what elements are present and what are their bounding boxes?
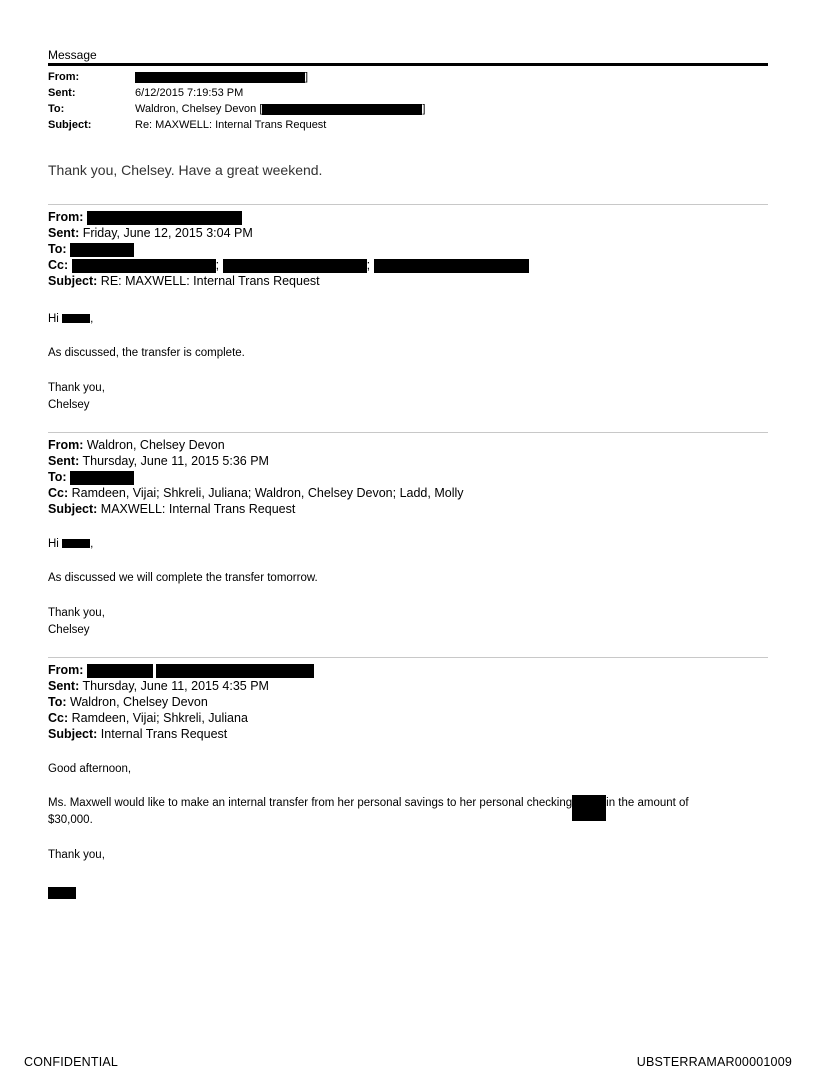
- separator: [48, 657, 768, 658]
- email1-sent-value: Friday, June 12, 2015 3:04 PM: [82, 226, 253, 240]
- email2-cc-row: [48, 485, 768, 501]
- email1-sent-row: [48, 225, 768, 241]
- redaction-block: [374, 259, 529, 273]
- email1-greeting: Hi ,: [48, 313, 94, 325]
- email2-to-label: To:: [48, 470, 67, 484]
- email3-to-row: [48, 694, 768, 710]
- redaction-block: [262, 104, 422, 115]
- email1-header: [48, 209, 768, 289]
- email2-subject-row: [48, 501, 768, 517]
- header-to-value: Waldron, Chelsey Devon [ ]: [135, 103, 426, 115]
- email1-subject-label: Subject:: [48, 274, 98, 288]
- email3-body-line2: $30,000.: [48, 814, 93, 826]
- email1-signature: Chelsey: [48, 399, 90, 411]
- header-from-value: ]: [135, 69, 308, 85]
- email2-from-value: Waldron, Chelsey Devon: [86, 438, 225, 452]
- email1-subject-value: RE: MAXWELL: Internal Trans Request: [100, 274, 320, 288]
- email2-to-row: [48, 469, 768, 485]
- email1-to-label: To:: [48, 242, 67, 256]
- email1-cc-label: Cc:: [48, 258, 69, 272]
- email3-cc-value: Ramdeen, Vijai; Shkreli, Juliana: [71, 711, 248, 725]
- email2-header: [48, 437, 768, 517]
- email3-sent-row: [48, 678, 768, 694]
- email2-greeting-text: Hi: [48, 538, 59, 550]
- email3-greeting: Good afternoon,: [48, 763, 132, 775]
- footer-confidential: CONFIDENTIAL: [24, 1055, 119, 1069]
- redaction-block: [72, 259, 216, 273]
- redaction-block: [87, 664, 153, 678]
- redaction-block: [70, 471, 134, 485]
- email1-subject-row: [48, 273, 768, 289]
- email3-to-label: To:: [48, 695, 67, 709]
- email3-body-part2: in the amount of: [606, 797, 689, 809]
- email2-greeting: Hi ,: [48, 538, 94, 550]
- header-subject-value: Re: MAXWELL: Internal Trans Request: [135, 119, 327, 131]
- email2-sent-row: [48, 453, 768, 469]
- email1-cc-row: Cc: ; ;: [48, 257, 768, 273]
- email3-from-label: From:: [48, 663, 84, 677]
- email2-from-label: From:: [48, 438, 84, 452]
- email3-sent-label: Sent:: [48, 679, 80, 693]
- email2-sent-value: Thursday, June 11, 2015 5:36 PM: [82, 454, 269, 468]
- separator: [48, 432, 768, 433]
- email3-body-part1: Ms. Maxwell would like to make an internal transfer from her personal savings to her personal checking: [48, 797, 573, 809]
- message-label: Message: [48, 48, 97, 62]
- redaction-block: [48, 887, 76, 899]
- email3-signature: [48, 884, 76, 902]
- email3-sent-value: Thursday, June 11, 2015 4:35 PM: [82, 679, 269, 693]
- email2-body: As discussed we will complete the transfer tomorrow.: [48, 572, 318, 584]
- email3-signoff: Thank you,: [48, 849, 105, 861]
- email3-header: [48, 662, 768, 742]
- email2-cc-label: Cc:: [48, 486, 69, 500]
- email3-from-row: [48, 662, 768, 678]
- email1-to-row: [48, 241, 768, 257]
- reply-text: Thank you, Chelsey. Have a great weekend.: [48, 162, 323, 178]
- email3-subject-value: Internal Trans Request: [100, 727, 228, 741]
- email2-signoff: Thank you,: [48, 607, 105, 619]
- email2-subject-value: MAXWELL: Internal Trans Request: [100, 502, 296, 516]
- email3-subject-row: [48, 726, 768, 742]
- separator: [48, 204, 768, 205]
- email2-subject-label: Subject:: [48, 502, 98, 516]
- header-rule: [48, 63, 768, 66]
- header-from-label: From:: [48, 71, 80, 83]
- email2-sent-label: Sent:: [48, 454, 80, 468]
- header-to-label: To:: [48, 103, 65, 115]
- header-subject-label: Subject:: [48, 119, 92, 131]
- redaction-block: [70, 243, 134, 257]
- email3-to-value: Waldron, Chelsey Devon: [70, 695, 208, 709]
- redaction-block: [62, 314, 90, 323]
- email1-signoff: Thank you,: [48, 382, 105, 394]
- redaction-block: [156, 664, 314, 678]
- email2-from-row: [48, 437, 768, 453]
- email2-cc-value: Ramdeen, Vijai; Shkreli, Juliana; Waldron, Chelsey Devon; Ladd, Molly: [71, 486, 464, 500]
- email3-cc-label: Cc:: [48, 711, 69, 725]
- email1-from-row: [48, 209, 768, 225]
- email1-greeting-text: Hi: [48, 313, 59, 325]
- redaction-block: [87, 211, 242, 225]
- header-to-name: Waldron, Chelsey Devon [: [135, 103, 263, 115]
- email3-subject-label: Subject:: [48, 727, 98, 741]
- redaction-block: [223, 259, 367, 273]
- footer-bates-number: UBSTERRAMAR00001009: [636, 1055, 792, 1069]
- email2-signature: Chelsey: [48, 624, 90, 636]
- email1-sent-label: Sent:: [48, 226, 80, 240]
- header-sent-value: 6/12/2015 7:19:53 PM: [135, 87, 244, 99]
- header-sent-label: Sent:: [48, 87, 76, 99]
- email3-cc-row: [48, 710, 768, 726]
- email1-body: As discussed, the transfer is complete.: [48, 347, 245, 359]
- email1-from-label: From:: [48, 210, 84, 224]
- redaction-block: [135, 72, 305, 83]
- redaction-block: [62, 539, 90, 548]
